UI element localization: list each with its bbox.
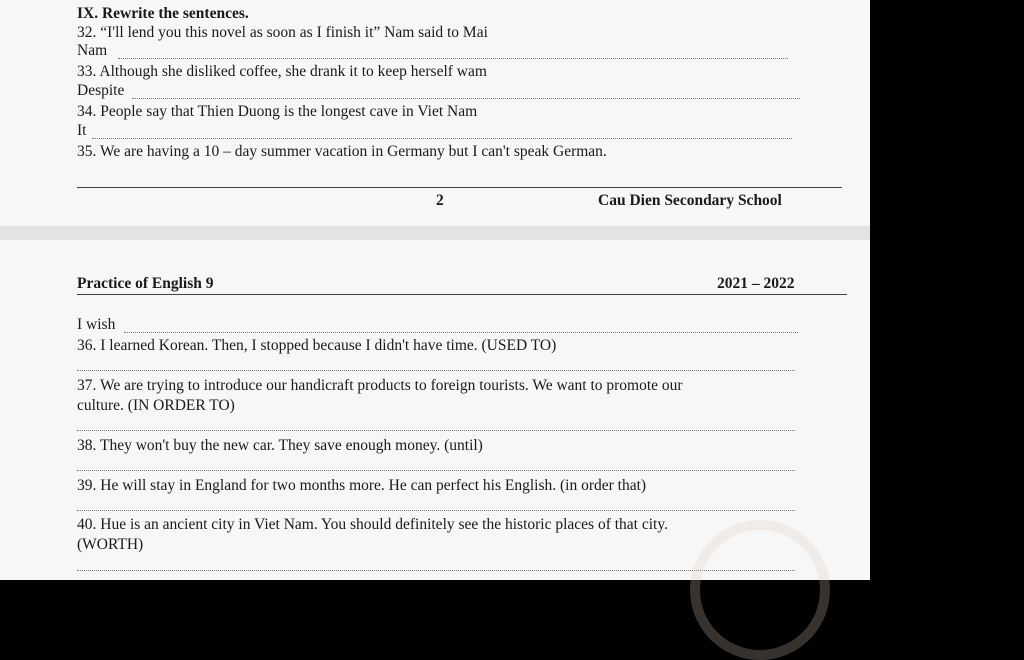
answer-line-37	[77, 430, 795, 431]
answer-line-34	[92, 138, 792, 139]
page-gap	[0, 226, 870, 240]
section-heading: IX. Rewrite the sentences.	[77, 5, 249, 22]
school-year: 2021 – 2022	[717, 275, 795, 292]
school-name: Cau Dien Secondary School	[598, 192, 782, 209]
answer-line-32	[118, 58, 788, 59]
answer-start-34: It	[77, 122, 87, 139]
page-title: Practice of English 9	[77, 275, 214, 292]
question-36: 36. I learned Korean. Then, I stopped because I didn't have time. (USED TO)	[77, 337, 557, 354]
page-number: 2	[436, 192, 444, 209]
question-40-line1: 40. Hue is an ancient city in Viet Nam. You should definitely see the historic places of that city.	[77, 516, 668, 533]
question-33: 33. Although she disliked coffee, she drank it to keep herself wam	[77, 63, 487, 80]
question-32: 32. “I'll lend you this novel as soon as I finish it” Nam said to Mai	[77, 24, 488, 41]
answer-line-39	[77, 510, 795, 511]
answer-line-33	[132, 98, 800, 99]
answer-line-38	[77, 470, 795, 471]
footer-rule	[77, 187, 842, 188]
question-34: 34. People say that Thien Duong is the longest cave in Viet Nam	[77, 103, 478, 120]
watermark-stamp	[690, 520, 830, 660]
answer-start-32: Nam	[77, 42, 108, 59]
answer-start-33: Despite	[77, 82, 125, 99]
question-37-line2: culture. (IN ORDER TO)	[77, 397, 235, 414]
question-40-line2: (WORTH)	[77, 536, 144, 553]
question-35: 35. We are having a 10 – day summer vacation in Germany but I can't speak German.	[77, 143, 607, 160]
answer-line-35	[124, 332, 798, 333]
answer-line-40	[77, 570, 795, 571]
answer-line-36	[77, 370, 795, 371]
black-margin	[870, 0, 1024, 580]
header-rule	[77, 294, 847, 295]
question-39: 39. He will stay in England for two months more. He can perfect his English. (in order that)	[77, 477, 647, 494]
question-38: 38. They won't buy the new car. They save enough money. (until)	[77, 437, 483, 454]
answer-start-35: I wish	[77, 316, 116, 333]
question-37-line1: 37. We are trying to introduce our handicraft products to foreign tourists. We want to promote our	[77, 377, 683, 394]
